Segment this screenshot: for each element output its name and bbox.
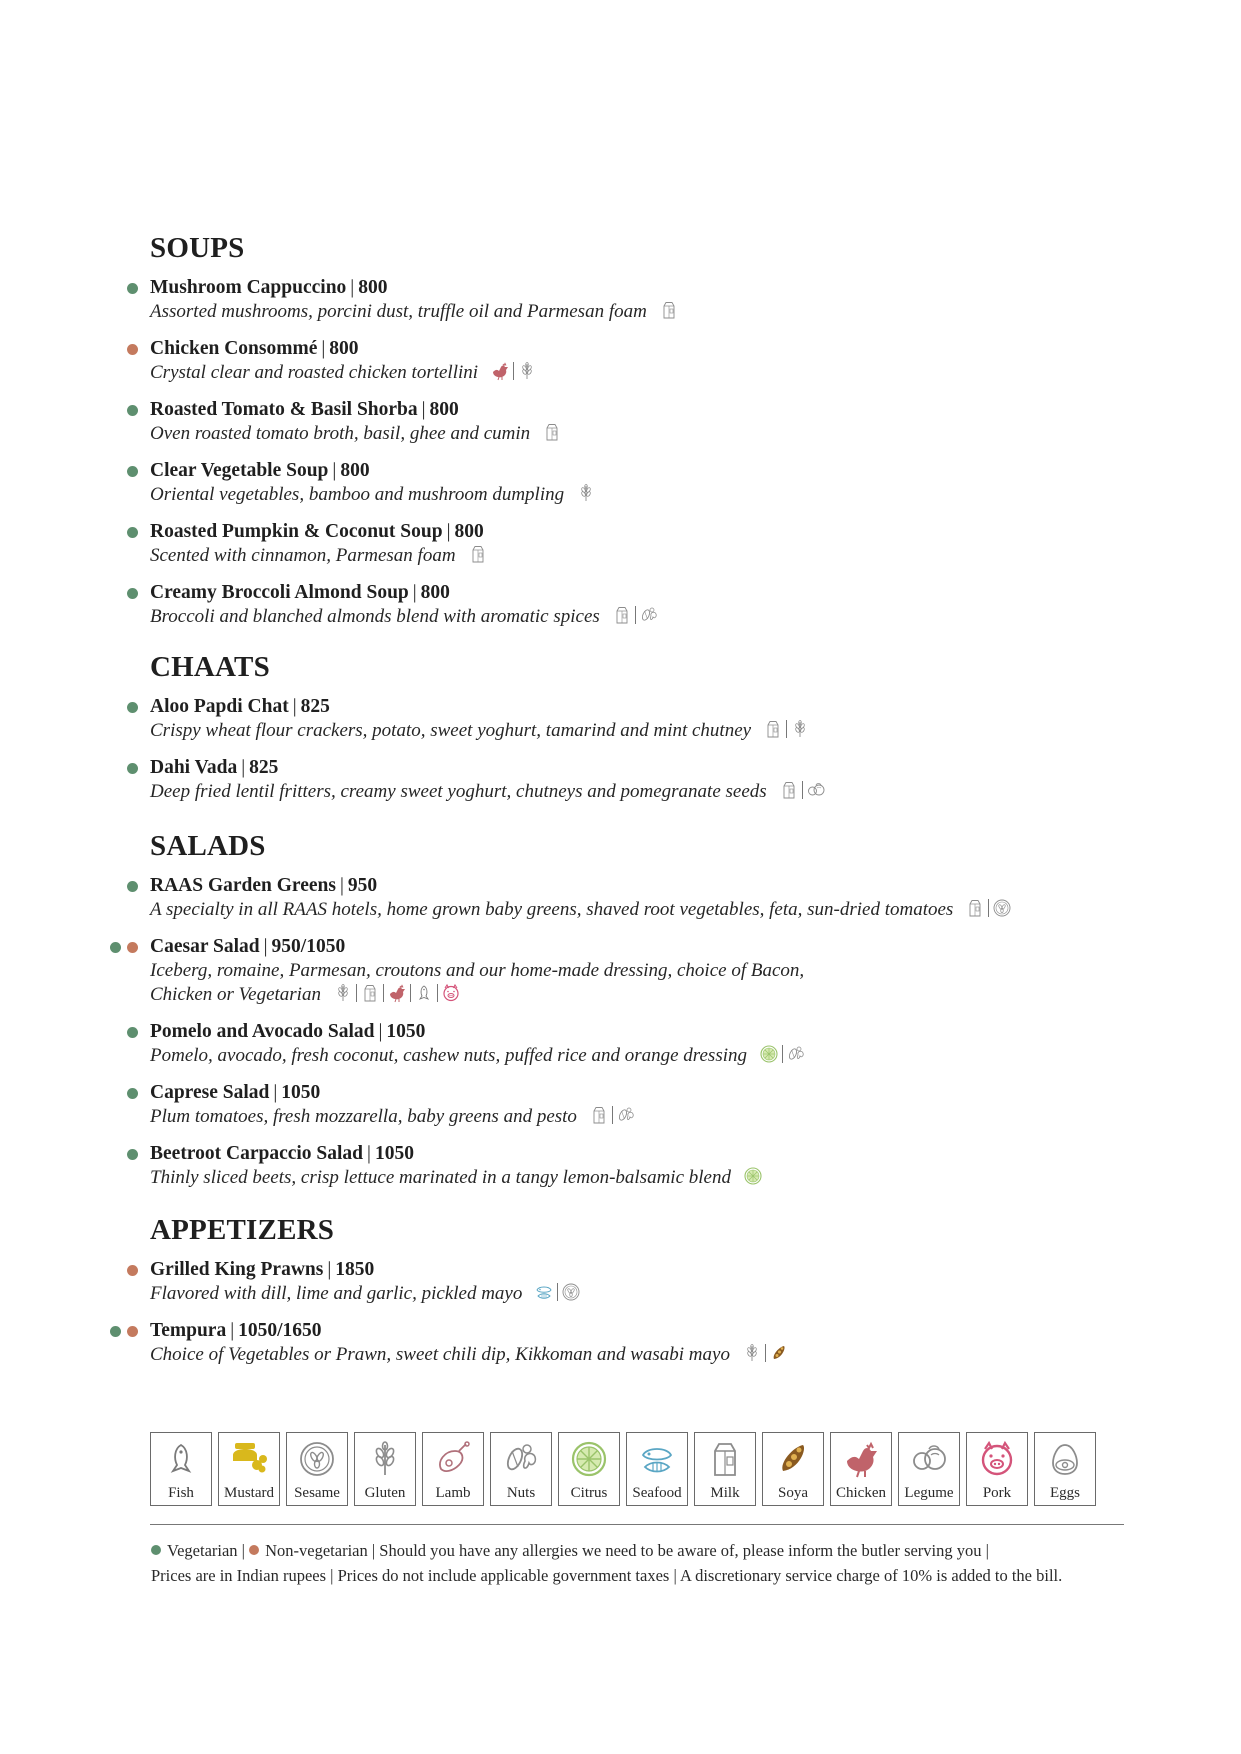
item-name: Caesar Salad	[150, 936, 260, 957]
legend-item-mustard	[218, 1432, 280, 1506]
nuts-icon	[616, 1105, 636, 1125]
description-line: Oriental vegetables, bamboo and mushroom dumpling	[150, 483, 1150, 507]
allergen-icons	[759, 1044, 806, 1064]
legend-label: Milk	[710, 1485, 740, 1501]
veg-dot	[127, 1027, 138, 1038]
diet-indicator	[127, 1027, 138, 1038]
item-title: Pomelo and Avocado Salad | 1050	[150, 1021, 426, 1042]
allergen-icons	[468, 544, 488, 564]
veg-dot	[127, 527, 138, 538]
item-title: Roasted Tomato & Basil Shorba | 800	[150, 399, 459, 420]
allergen-icons	[333, 983, 461, 1003]
item-title: Aloo Papdi Chat | 825	[150, 696, 330, 717]
legend-label: Lamb	[435, 1485, 471, 1501]
section-title: SOUPS	[150, 232, 245, 264]
section-appetizers	[150, 1214, 1150, 1379]
legend-item-pork	[966, 1432, 1028, 1506]
menu-item	[150, 694, 1150, 743]
menu-item	[150, 580, 1150, 629]
menu-item	[150, 755, 1150, 804]
legume-icon	[806, 780, 826, 800]
legend-label: Eggs	[1050, 1485, 1080, 1501]
legend-item-fish	[150, 1432, 212, 1506]
item-price: 1050	[386, 1021, 426, 1042]
milk-icon	[612, 605, 632, 625]
diet-indicator	[127, 588, 138, 599]
section-chaats	[150, 651, 1150, 816]
gluten-icon	[365, 1439, 405, 1479]
item-description	[150, 483, 1150, 507]
legend-label: Sesame	[294, 1485, 340, 1501]
description-line: Broccoli and blanched almonds blend with aromatic spices	[150, 605, 1150, 629]
sesame-icon	[561, 1282, 581, 1302]
item-title: Beetroot Carpaccio Salad | 1050	[150, 1143, 414, 1164]
soya-icon	[773, 1439, 813, 1479]
allergy-note: Should you have any allergies we need to be aware of, please inform the butler serving you	[379, 1541, 982, 1560]
sesame-icon	[992, 898, 1012, 918]
item-price: 800	[429, 399, 459, 420]
legend-item-sesame	[286, 1432, 348, 1506]
veg-dot	[127, 588, 138, 599]
item-title: Caesar Salad | 950/1050	[150, 936, 346, 957]
item-price: 800	[340, 460, 370, 481]
menu-item	[150, 1257, 1150, 1306]
gluten-icon	[576, 483, 596, 503]
description-line: Deep fried lentil fritters, creamy sweet yoghurt, chutneys and pomegranate seeds	[150, 780, 1150, 804]
menu-item	[150, 397, 1150, 446]
allergen-icons	[763, 719, 810, 739]
legend-label: Pork	[982, 1485, 1012, 1501]
item-title: Chicken Consommé | 800	[150, 338, 359, 359]
divider	[150, 1524, 1124, 1525]
item-name: Pomelo and Avocado Salad	[150, 1021, 375, 1042]
item-name: Mushroom Cappuccino	[150, 277, 347, 298]
item-price: 1050	[281, 1082, 321, 1103]
veg-dot	[127, 1149, 138, 1160]
item-price: 800	[329, 338, 359, 359]
item-list	[150, 275, 1150, 629]
allergen-icons	[589, 1105, 636, 1125]
veg-dot	[127, 466, 138, 477]
item-title: Clear Vegetable Soup | 800	[150, 460, 370, 481]
diet-indicator	[127, 763, 138, 774]
fish-icon	[161, 1439, 201, 1479]
gluten-icon	[790, 719, 810, 739]
milk-icon	[589, 1105, 609, 1125]
item-list	[150, 1257, 1150, 1367]
description-line: Crispy wheat flour crackers, potato, sweet yoghurt, tamarind and mint chutney	[150, 719, 1150, 743]
description-line: Crystal clear and roasted chicken tortellini	[150, 361, 1150, 385]
item-name: RAAS Garden Greens	[150, 875, 336, 896]
allergen-icons	[659, 300, 679, 320]
fish-icon	[414, 983, 434, 1003]
chicken-icon	[387, 983, 407, 1003]
pork-icon	[441, 983, 461, 1003]
citrus-icon	[759, 1044, 779, 1064]
diet-indicator	[127, 1149, 138, 1160]
description-line: Scented with cinnamon, Parmesan foam	[150, 544, 1150, 568]
section-title: CHAATS	[150, 651, 270, 683]
veg-label: Vegetarian	[167, 1541, 238, 1560]
nonveg-dot	[127, 1326, 138, 1337]
item-name: Tempura	[150, 1320, 227, 1341]
allergen-icons	[742, 1343, 789, 1363]
item-description	[150, 959, 1150, 1007]
menu-item	[150, 458, 1150, 507]
nonveg-dot	[127, 942, 138, 953]
seafood-icon	[637, 1439, 677, 1479]
item-title: Roasted Pumpkin & Coconut Soup | 800	[150, 521, 484, 542]
citrus-icon	[569, 1439, 609, 1479]
legend-label: Legume	[904, 1485, 954, 1501]
allergen-icons	[490, 361, 537, 381]
description-line: Iceberg, romaine, Parmesan, croutons and our home-made dressing, choice of Bacon,	[150, 960, 805, 981]
nonveg-dot	[249, 1545, 259, 1555]
item-description	[150, 719, 1150, 743]
nuts-icon	[786, 1044, 806, 1064]
legend-item-gluten	[354, 1432, 416, 1506]
lamb-icon	[433, 1439, 473, 1479]
pork-icon	[977, 1439, 1017, 1479]
item-title: Tempura | 1050/1650	[150, 1320, 322, 1341]
item-name: Grilled King Prawns	[150, 1259, 324, 1280]
diet-indicator	[127, 466, 138, 477]
item-description	[150, 1044, 1150, 1068]
item-price: 1050/1650	[238, 1320, 322, 1341]
veg-dot	[127, 1088, 138, 1099]
section-title: APPETIZERS	[150, 1214, 335, 1246]
diet-indicator	[127, 881, 138, 892]
veg-dot	[127, 405, 138, 416]
allergen-icons	[612, 605, 659, 625]
item-title: RAAS Garden Greens | 950	[150, 875, 378, 896]
seafood-icon	[534, 1282, 554, 1302]
menu-item	[150, 275, 1150, 324]
legend-label: Soya	[778, 1485, 808, 1501]
item-description	[150, 1343, 1150, 1367]
item-title: Caprese Salad | 1050	[150, 1082, 321, 1103]
milk-icon	[965, 898, 985, 918]
legend-label: Mustard	[224, 1485, 274, 1501]
citrus-icon	[743, 1166, 763, 1186]
description-line: A specialty in all RAAS hotels, home grown baby greens, shaved root vegetables, feta, sun-dried tomatoes	[150, 898, 1150, 922]
gluten-icon	[333, 983, 353, 1003]
nuts-icon	[501, 1439, 541, 1479]
menu-item	[150, 519, 1150, 568]
milk-icon	[542, 422, 562, 442]
chicken-icon	[841, 1439, 881, 1479]
menu-item	[150, 336, 1150, 385]
milk-icon	[705, 1439, 745, 1479]
item-description	[150, 898, 1150, 922]
legend-label: Seafood	[632, 1485, 682, 1501]
nonveg-dot	[127, 344, 138, 355]
item-list	[150, 694, 1150, 804]
mustard-icon	[229, 1439, 269, 1479]
diet-indicator	[110, 1326, 138, 1337]
item-title: Grilled King Prawns | 1850	[150, 1259, 375, 1280]
item-title: Creamy Broccoli Almond Soup | 800	[150, 582, 450, 603]
milk-icon	[468, 544, 488, 564]
item-name: Dahi Vada	[150, 757, 238, 778]
legume-icon	[909, 1439, 949, 1479]
item-description	[150, 1282, 1150, 1306]
veg-dot	[127, 702, 138, 713]
item-description	[150, 780, 1150, 804]
item-name: Caprese Salad	[150, 1082, 270, 1103]
legend-item-nuts	[490, 1432, 552, 1506]
chicken-icon	[490, 361, 510, 381]
legend-item-citrus	[558, 1432, 620, 1506]
menu-item	[150, 1080, 1150, 1129]
veg-dot	[127, 283, 138, 294]
item-name: Aloo Papdi Chat	[150, 696, 289, 717]
description-line: Choice of Vegetables or Prawn, sweet chili dip, Kikkoman and wasabi mayo	[150, 1343, 1150, 1367]
footer-line-1: Vegetarian | Non-vegetarian | Should you have any allergies we need to be aware of, please inform the butler serving you |	[151, 1538, 1151, 1563]
item-price: 825	[249, 757, 279, 778]
item-description	[150, 605, 1150, 629]
item-description	[150, 1105, 1150, 1129]
diet-indicator	[127, 344, 138, 355]
milk-icon	[360, 983, 380, 1003]
section-salads	[150, 830, 1150, 1202]
item-name: Chicken Consommé	[150, 338, 318, 359]
description-line: Assorted mushrooms, porcini dust, truffle oil and Parmesan foam	[150, 300, 1150, 324]
menu-item	[150, 1318, 1150, 1367]
allergen-icons	[576, 483, 596, 503]
diet-indicator	[127, 527, 138, 538]
item-price: 1050	[374, 1143, 414, 1164]
item-title: Mushroom Cappuccino | 800	[150, 277, 388, 298]
description-line: Flavored with dill, lime and garlic, pickled mayo	[150, 1282, 1150, 1306]
item-title: Dahi Vada | 825	[150, 757, 279, 778]
description-line: Pomelo, avocado, fresh coconut, cashew nuts, puffed rice and orange dressing	[150, 1044, 1150, 1068]
service-note: A discretionary service charge of 10% is added to the bill.	[679, 1566, 1063, 1585]
legend-label: Chicken	[836, 1485, 886, 1501]
veg-dot	[127, 763, 138, 774]
item-price: 800	[420, 582, 450, 603]
menu-item	[150, 1141, 1150, 1190]
taxes-note: Prices do not include applicable government taxes	[337, 1566, 670, 1585]
item-description	[150, 422, 1150, 446]
diet-indicator	[127, 1088, 138, 1099]
description-line: Thinly sliced beets, crisp lettuce marinated in a tangy lemon-balsamic blend	[150, 1166, 1150, 1190]
section-title: SALADS	[150, 830, 266, 862]
legend-item-milk	[694, 1432, 756, 1506]
diet-indicator	[127, 702, 138, 713]
legend-label: Fish	[168, 1485, 194, 1501]
legend-item-seafood	[626, 1432, 688, 1506]
allergen-icons	[743, 1166, 763, 1186]
veg-dot	[110, 1326, 121, 1337]
menu-item	[150, 873, 1150, 922]
item-price: 950/1050	[271, 936, 346, 957]
veg-dot	[151, 1545, 161, 1555]
nonveg-dot	[127, 1265, 138, 1276]
soya-icon	[769, 1343, 789, 1363]
item-name: Creamy Broccoli Almond Soup	[150, 582, 409, 603]
prices-note: Prices are in Indian rupees	[151, 1566, 327, 1585]
legend-item-chicken	[830, 1432, 892, 1506]
legend-item-lamb	[422, 1432, 484, 1506]
footer-line-2: Prices are in Indian rupees | Prices do not include applicable government taxes | A discretionary service charge of 10% is added to the bill.	[151, 1566, 1063, 1585]
legend-item-legume	[898, 1432, 960, 1506]
item-price: 1850	[335, 1259, 375, 1280]
milk-icon	[659, 300, 679, 320]
gluten-icon	[742, 1343, 762, 1363]
milk-icon	[779, 780, 799, 800]
menu-item	[150, 934, 1150, 1007]
gluten-icon	[517, 361, 537, 381]
allergen-icons	[965, 898, 1012, 918]
description-line: Plum tomatoes, fresh mozzarella, baby greens and pesto	[150, 1105, 1150, 1129]
milk-icon	[763, 719, 783, 739]
item-price: 825	[300, 696, 330, 717]
item-description	[150, 1166, 1150, 1190]
item-price: 800	[358, 277, 388, 298]
diet-indicator	[127, 283, 138, 294]
legend-label: Citrus	[570, 1485, 608, 1501]
footer-notes	[151, 1538, 1151, 1588]
nuts-icon	[639, 605, 659, 625]
item-name: Clear Vegetable Soup	[150, 460, 329, 481]
veg-dot	[110, 942, 121, 953]
legend-item-eggs	[1034, 1432, 1096, 1506]
legend-label: Gluten	[364, 1485, 406, 1501]
legend-label: Nuts	[506, 1485, 536, 1501]
legend-item-soya	[762, 1432, 824, 1506]
item-description	[150, 544, 1150, 568]
item-name: Roasted Tomato & Basil Shorba	[150, 399, 418, 420]
item-price: 950	[347, 875, 378, 896]
veg-dot	[127, 881, 138, 892]
diet-indicator	[127, 1265, 138, 1276]
item-name: Beetroot Carpaccio Salad	[150, 1143, 364, 1164]
menu-item	[150, 1019, 1150, 1068]
allergen-legend	[150, 1432, 1096, 1506]
item-description	[150, 300, 1150, 324]
allergen-icons	[534, 1282, 581, 1302]
item-name: Roasted Pumpkin & Coconut Soup	[150, 521, 443, 542]
item-list	[150, 873, 1150, 1190]
sesame-icon	[297, 1439, 337, 1479]
section-soups	[150, 232, 1150, 641]
diet-indicator	[110, 942, 138, 953]
description-line: Oven roasted tomato broth, basil, ghee and cumin	[150, 422, 1150, 446]
eggs-icon	[1045, 1439, 1085, 1479]
allergen-icons	[779, 780, 826, 800]
item-price: 800	[454, 521, 484, 542]
allergen-icons	[542, 422, 562, 442]
diet-indicator	[127, 405, 138, 416]
nonveg-label: Non-vegetarian	[265, 1541, 368, 1560]
item-description	[150, 361, 1150, 385]
description-line: Chicken or Vegetarian	[150, 983, 1150, 1007]
